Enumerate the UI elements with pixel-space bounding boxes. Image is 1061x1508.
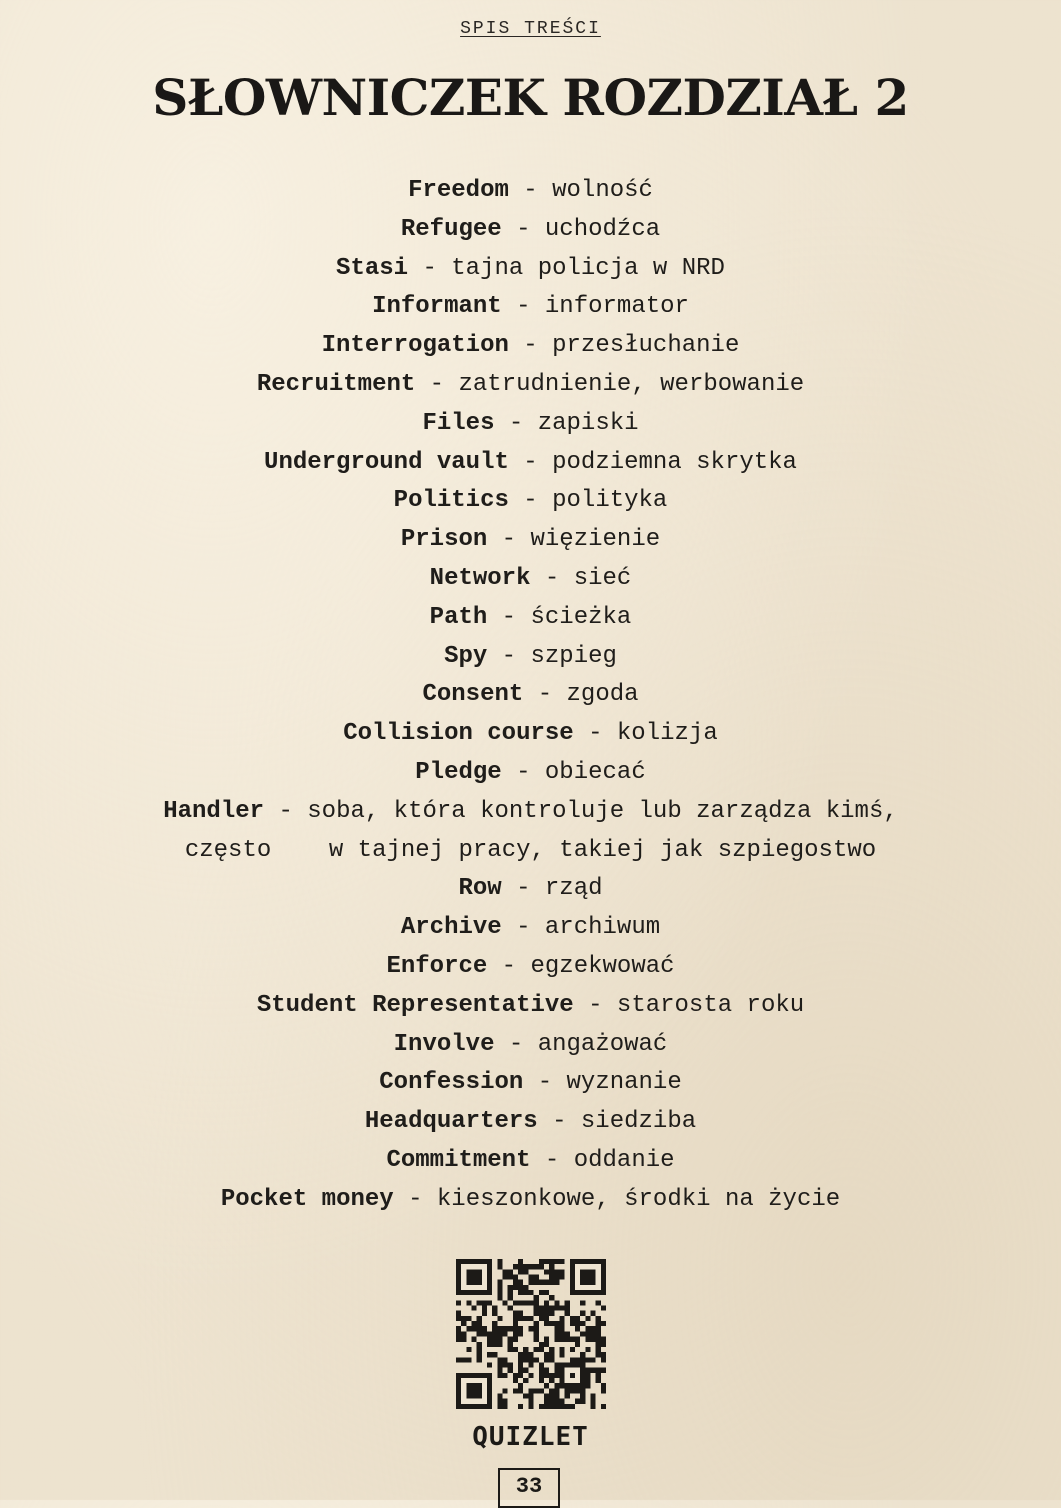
glossary-term: Pledge — [415, 758, 502, 786]
glossary-translation: egzekwować — [530, 952, 675, 980]
glossary-list — [0, 172, 1061, 1220]
glossary-separator: - — [494, 1030, 538, 1058]
glossary-translation: archiwum — [544, 914, 661, 942]
glossary-entry — [0, 909, 1061, 948]
glossary-entry — [0, 870, 1061, 909]
glossary-term: Path — [429, 603, 488, 631]
glossary-translation: zgoda — [566, 681, 639, 709]
glossary-separator: - — [393, 1185, 437, 1213]
glossary-separator: - — [408, 254, 452, 282]
qr-code-icon[interactable] — [456, 1259, 606, 1409]
glossary-term: Collision course — [343, 720, 574, 748]
glossary-separator: - — [501, 914, 545, 942]
glossary-entry — [0, 754, 1061, 793]
glossary-term: Involve — [393, 1030, 495, 1058]
glossary-term: Refugee — [400, 215, 502, 243]
glossary-term: Commitment — [386, 1146, 531, 1174]
glossary-separator: - — [501, 875, 545, 903]
glossary-translation: kolizja — [616, 720, 718, 748]
glossary-translation: obiecać — [544, 758, 646, 786]
glossary-term: Prison — [400, 526, 488, 554]
glossary-entry — [0, 250, 1061, 289]
glossary-entry — [0, 521, 1061, 560]
glossary-entry — [0, 1181, 1061, 1220]
quizlet-label[interactable]: QUIZLET — [472, 1422, 589, 1452]
glossary-term: Handler — [163, 797, 265, 825]
glossary-term: Consent — [422, 681, 524, 709]
glossary-separator: - — [523, 681, 567, 709]
glossary-separator: - — [487, 952, 531, 980]
glossary-term: Stasi — [336, 254, 409, 282]
glossary-separator: - — [501, 758, 545, 786]
glossary-translation: angażować — [537, 1030, 668, 1058]
glossary-entry — [0, 1103, 1061, 1142]
glossary-translation: siedziba — [580, 1108, 697, 1136]
page-number: 33 — [498, 1468, 560, 1508]
glossary-term: Interrogation — [321, 332, 509, 360]
glossary-term: Archive — [400, 914, 502, 942]
glossary-entry — [0, 948, 1061, 987]
glossary-term: Freedom — [408, 177, 509, 204]
glossary-separator: - — [508, 332, 553, 360]
glossary-term: Headquarters — [364, 1108, 538, 1136]
glossary-translation: rząd — [544, 875, 603, 903]
glossary-translation: sieć — [573, 564, 632, 592]
glossary-translation: więzienie — [530, 526, 661, 554]
glossary-separator: - — [501, 293, 545, 321]
glossary-term: Underground vault — [264, 448, 509, 476]
glossary-entry — [0, 1064, 1061, 1103]
glossary-translation: uchodźca — [544, 215, 661, 243]
glossary-translation: wolność — [552, 177, 653, 204]
glossary-entry — [0, 211, 1061, 250]
glossary-term: Enforce — [386, 952, 488, 980]
glossary-term: Files — [422, 409, 495, 437]
glossary-entry — [0, 366, 1061, 405]
glossary-term: Pocket money — [220, 1185, 394, 1213]
glossary-entry — [0, 1142, 1061, 1181]
glossary-entry — [0, 676, 1061, 715]
glossary-separator: - — [264, 797, 308, 825]
glossary-term: Student Representative — [256, 991, 574, 1019]
glossary-separator: - — [530, 1146, 574, 1174]
glossary-translation: zatrudnienie, werbowanie — [458, 370, 805, 398]
glossary-entry — [0, 560, 1061, 599]
glossary-separator: - — [415, 370, 459, 398]
glossary-separator: - — [501, 215, 545, 243]
glossary-term: Spy — [444, 642, 488, 670]
glossary-translation: soba, która kontroluje lub zarządza kimś, — [307, 797, 898, 825]
glossary-translation: ścieżka — [530, 603, 632, 631]
glossary-term: Confession — [379, 1069, 524, 1097]
toc-link[interactable]: SPIS TREŚCI — [460, 19, 601, 39]
glossary-entry — [0, 288, 1061, 327]
glossary-entry — [0, 444, 1061, 483]
glossary-term: Informant — [372, 293, 502, 321]
glossary-translation: kieszonkowe, środki na życie — [436, 1185, 841, 1213]
glossary-term: Politics — [393, 487, 509, 515]
page-title: SŁOWNICZEK ROZDZIAŁ 2 — [152, 68, 909, 127]
glossary-translation: informator — [544, 293, 689, 321]
glossary-translation: przesłuchanie — [552, 332, 740, 360]
glossary-separator: - — [487, 603, 531, 631]
glossary-translation: wyznanie — [566, 1069, 682, 1097]
glossary-separator: - — [508, 448, 553, 476]
glossary-separator: - — [494, 409, 538, 437]
glossary-term: Network — [429, 564, 531, 592]
glossary-separator: - — [523, 1069, 567, 1097]
glossary-term: Row — [458, 875, 502, 903]
glossary-translation: tajna policja w NRD — [451, 254, 725, 282]
glossary-entry — [0, 638, 1061, 677]
glossary-separator: - — [487, 526, 531, 554]
glossary-term: Recruitment — [256, 370, 416, 398]
glossary-separator: - — [508, 177, 553, 204]
glossary-entry — [0, 832, 1061, 871]
glossary-entry — [0, 172, 1061, 211]
glossary-entry — [0, 715, 1061, 754]
glossary-entry — [0, 987, 1061, 1026]
glossary-entry — [0, 482, 1061, 521]
glossary-entry — [0, 1026, 1061, 1065]
glossary-translation: szpieg — [530, 642, 617, 670]
glossary-entry — [0, 405, 1061, 444]
glossary-separator: - — [537, 1108, 581, 1136]
glossary-translation: polityka — [552, 487, 668, 515]
glossary-entry — [0, 327, 1061, 366]
glossary-translation: oddanie — [573, 1146, 675, 1174]
glossary-translation: podziemna skrytka — [552, 448, 797, 476]
glossary-translation: zapiski — [537, 409, 639, 437]
glossary-entry — [0, 793, 1061, 832]
glossary-entry — [0, 599, 1061, 638]
glossary-translation: często w tajnej pracy, takiej jak szpiegostwo — [184, 836, 877, 864]
glossary-translation: starosta roku — [616, 991, 805, 1019]
glossary-separator: - — [487, 642, 531, 670]
glossary-separator: - — [508, 487, 553, 515]
glossary-separator: - — [530, 564, 574, 592]
glossary-separator: - — [573, 720, 617, 748]
glossary-separator: - — [573, 991, 617, 1019]
